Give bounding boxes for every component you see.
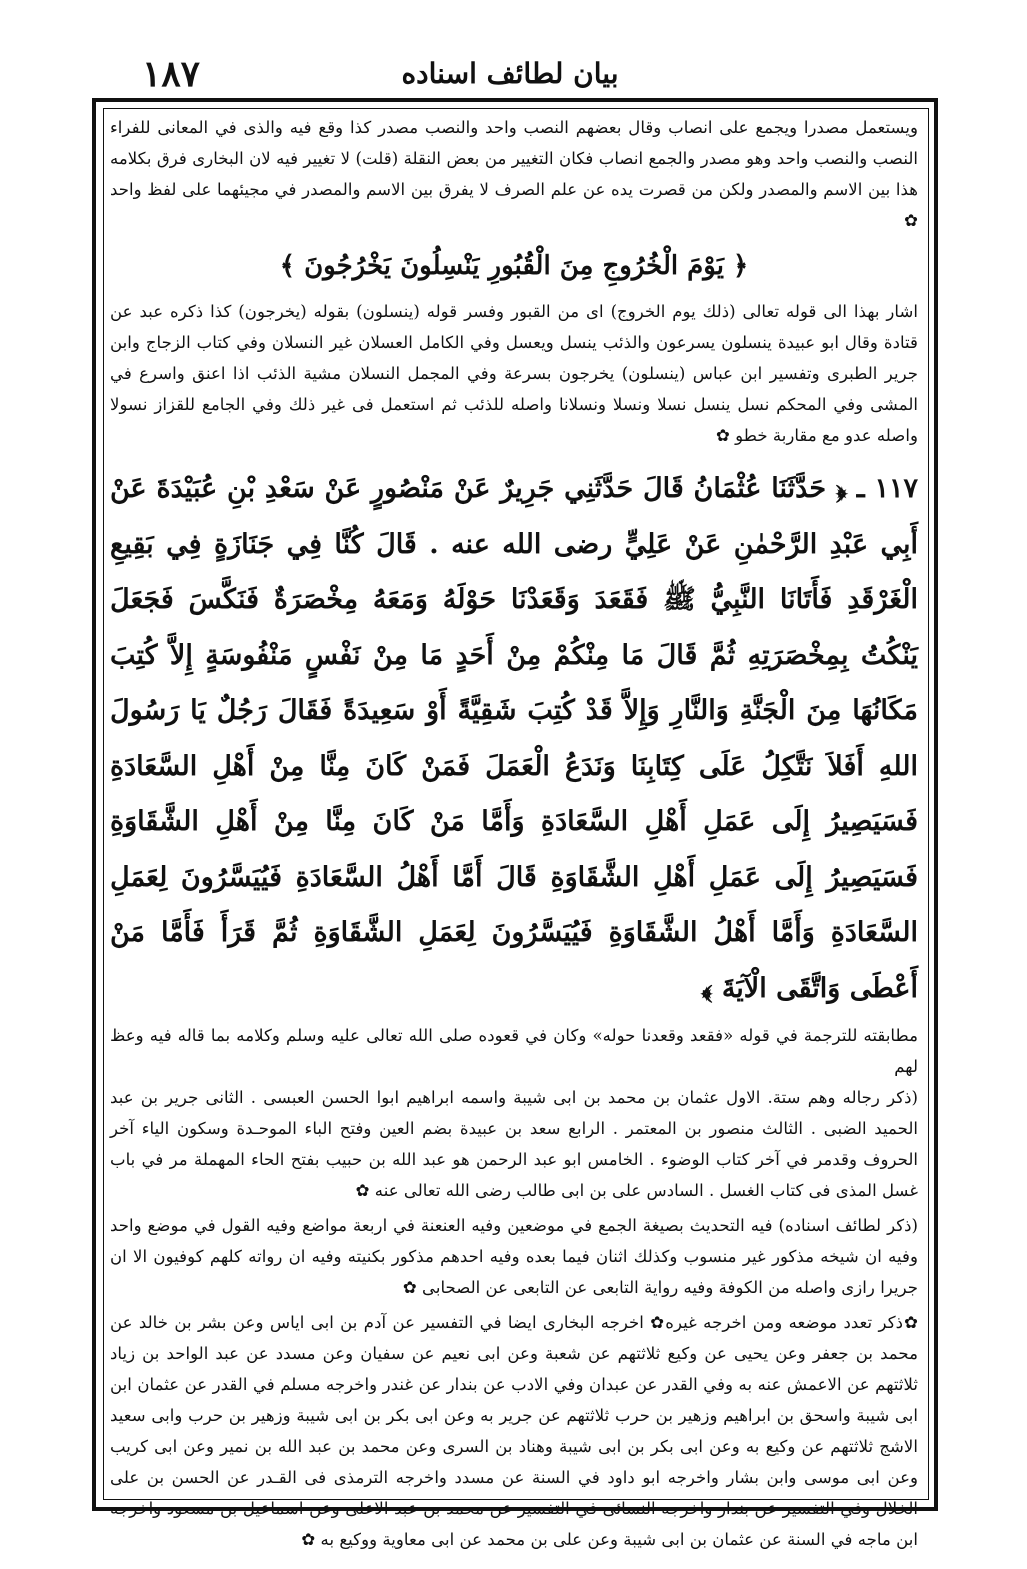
verse-heading: ﴿ يَوْمَ الْخُرُوجِ مِنَ الْقُبُورِ يَنْسِلُونَ يَخْرُجُونَ ﴾	[279, 251, 749, 281]
subtleties-paragraph: (ذكر لطائف اسناده) فيه التحديث بصيغة الجمع في موضعين وفيه العنعنة في اربعة مواضع وفيه القول في موضع واحد وفيه ان شيخه مذكور غير منسوب وكذلك اثنان فيما بعده وفيه احدهم مذكور بكنيته وفيه ان رواته كلهم كوفيون الا ان جريرا رازى واصله من الكوفة وفيه رواية التابعى عن التابعى عن الصحابى ✿	[110, 1216, 918, 1297]
intro-paragraph: ويستعمل مصدرا ويجمع على انصاب وقال بعضهم النصب واحد والنصب مصدر كذا وقع فيه والذى في المعانى للفراء النصب والنصب واحد وهو مصدر والجمع انصاب فكان التغيير من بعض النقلة (قلت) لا تغيير فيه لان البخارى فرق بكلامه هذا بين الاسم والمصدر ولكن من قصرت يده عن علم الصرف لا يفرق بين الاسم والمصدر في مجيئهما على لفظ واحد ✿	[110, 118, 918, 230]
page-body	[108, 112, 920, 1549]
commentary-paragraph: اشار بهذا الى قوله تعالى (ذلك يوم الخروج) اى من القبور وفسر قوله (ينسلون) بقوله (يخرجون) كذا ذكره عبد عن قتادة وقال ابو عبيدة ينسلون يسرعون والذئب ينسل ويعسل وفي الكامل العسلان غير النسلان وفي كتاب الزجاج وابن جرير الطبرى وتفسير ابن عباس (ينسلون) يخرجون بسرعة وفي المجمل النسلان مشية الذئب اذا اعنق واسرع في المشى وفي المحكم نسل ينسل نسلا ونسلا ونسلانا واصله للذئب ثم استعمل فى غير ذلك وفي الجامع للقزاز نسولا واصله عدو مع مقاربة خطو ✿	[110, 302, 918, 445]
hadith-block	[108, 461, 920, 1016]
hadith-text: ﴿ حَدَّثَنَا عُثْمَانُ قَالَ حَدَّثَنِي جَرِيرٌ عَنْ مَنْصُورٍ عَنْ سَعْدِ بْنِ عُبَيْدَةَ عَنْ أَبِي عَبْدِ الرَّحْمٰنِ عَنْ عَلِيٍّ رضى الله عنه . قَالَ كُنَّا فِي جَنَازَةٍ فِي بَقِيعِ الْغَرْقَدِ فَأَتَانَا النَّبِيُّ ﷺ فَقَعَدَ وَقَعَدْنَا حَوْلَهُ وَمَعَهُ مِخْصَرَةٌ فَنَكَّسَ فَجَعَلَ يَنْكُتُ بِمِخْصَرَتِهِ ثُمَّ قَالَ مَا مِنْكُمْ مِنْ أَحَدٍ مَا مِنْ نَفْسٍ مَنْفُوسَةٍ إِلاَّ كُتِبَ مَكَانُهَا مِنَ الْجَنَّةِ وَالنَّارِ وَإِلاَّ قَدْ كُتِبَ شَقِيَّةً أَوْ سَعِيدَةً فَقَالَ رَجُلٌ يَا رَسُولَ اللهِ أَفَلاَ نَتَّكِلُ عَلَى كِتَابِنَا وَنَدَعُ الْعَمَلَ فَمَنْ كَانَ مِنَّا مِنْ أَهْلِ السَّعَادَةِ فَسَيَصِيرُ إِلَى عَمَلِ أَهْلِ السَّعَادَةِ وَأَمَّا مَنْ كَانَ مِنَّا مِنْ أَهْلِ الشَّقَاوَةِ فَسَيَصِيرُ إِلَى عَمَلِ أَهْلِ الشَّقَاوَةِ قَالَ أَمَّا أَهْلُ السَّعَادَةِ فَيُيَسَّرُونَ لِعَمَلِ السَّعَادَةِ وَأَمَّا أَهْلُ الشَّقَاوَةِ فَيُيَسَّرُونَ لِعَمَلِ الشَّقَاوَةِ ثُمَّ قَرَأَ فَأَمَّا مَنْ أَعْطَى وَاتَّقَى الْآيَةَ ﴾	[110, 473, 918, 1004]
hadith-number: ١١٧ ـ	[856, 473, 919, 504]
relevance-paragraph: مطابقته للترجمة في قوله «فقعد وقعدنا حوله» وكان في قعوده صلى الله تعالى عليه وسلم وكلامه بما قاله فيه وعظ لهم	[110, 1026, 918, 1076]
page-number: ١٨٧	[142, 53, 201, 95]
page-header-title: بيان لطائف اسناده	[401, 57, 619, 90]
takhrij-paragraph: ✿ذكر تعدد موضعه ومن اخرجه غيره✿ اخرجه البخارى ايضا في التفسير عن آدم بن ابى اياس وعن بشر بن خالد عن محمد بن جعفر وعن يحيى عن وكيع ثلاثتهم عن شعبة وعن ابى نعيم عن سفيان وعن مسدد عن عبد الواحد بن زياد ثلاثتهم عن الاعمش عنه به وفي القدر عن عبدان وفي الادب عن بندار عن غندر واخرجه مسلم في القدر عن عثمان ابن ابى شيبة واسحق بن ابراهيم وزهير بن حرب ثلاثتهم عن جرير به وعن ابى بكر بن ابى شيبة وزهير بن حرب وابى سعيد الاشج ثلاثتهم عن وكيع به وعن ابى بكر بن ابى شيبة وهناد بن السرى وعن محمد بن عبد الله بن نمير وعن ابى كريب وعن ابى موسى وابن بشار واخرجه ابو داود في السنة عن مسدد واخرجه الترمذى فى القـدر عن الحسن بن على الخلال وفي التفسير عن بندار واخرجه النسائى في التفسير عن محمد بن عبد الاعلى وعن اسماعيل بن مسعود واخرجه ابن ماجه في السنة عن عثمان بن ابى شيبة وعن على بن محمد عن ابى معاوية ووكيع به ✿	[110, 1313, 918, 1549]
narrators-paragraph: (ذكر رجاله وهم ستة. الاول عثمان بن محمد بن ابى شيبة واسمه ابراهيم ابوا الحسن العبسى . الثانى جرير بن عبد الحميد الضبى . الثالث منصور بن المعتمر . الرابع سعد بن عبيدة بضم العين وفتح الباء الموحـدة وسكون الياء آخر الحروف وقدمر في آخر كتاب الوضوء . الخامس ابو عبد الرحمن هو عبد الله بن حبيب بفتح الحاء المهملة مر في باب غسل المذى فى كتاب الغسل . السادس على بن ابى طالب رضى الله تعالى عنه ✿	[110, 1088, 918, 1200]
